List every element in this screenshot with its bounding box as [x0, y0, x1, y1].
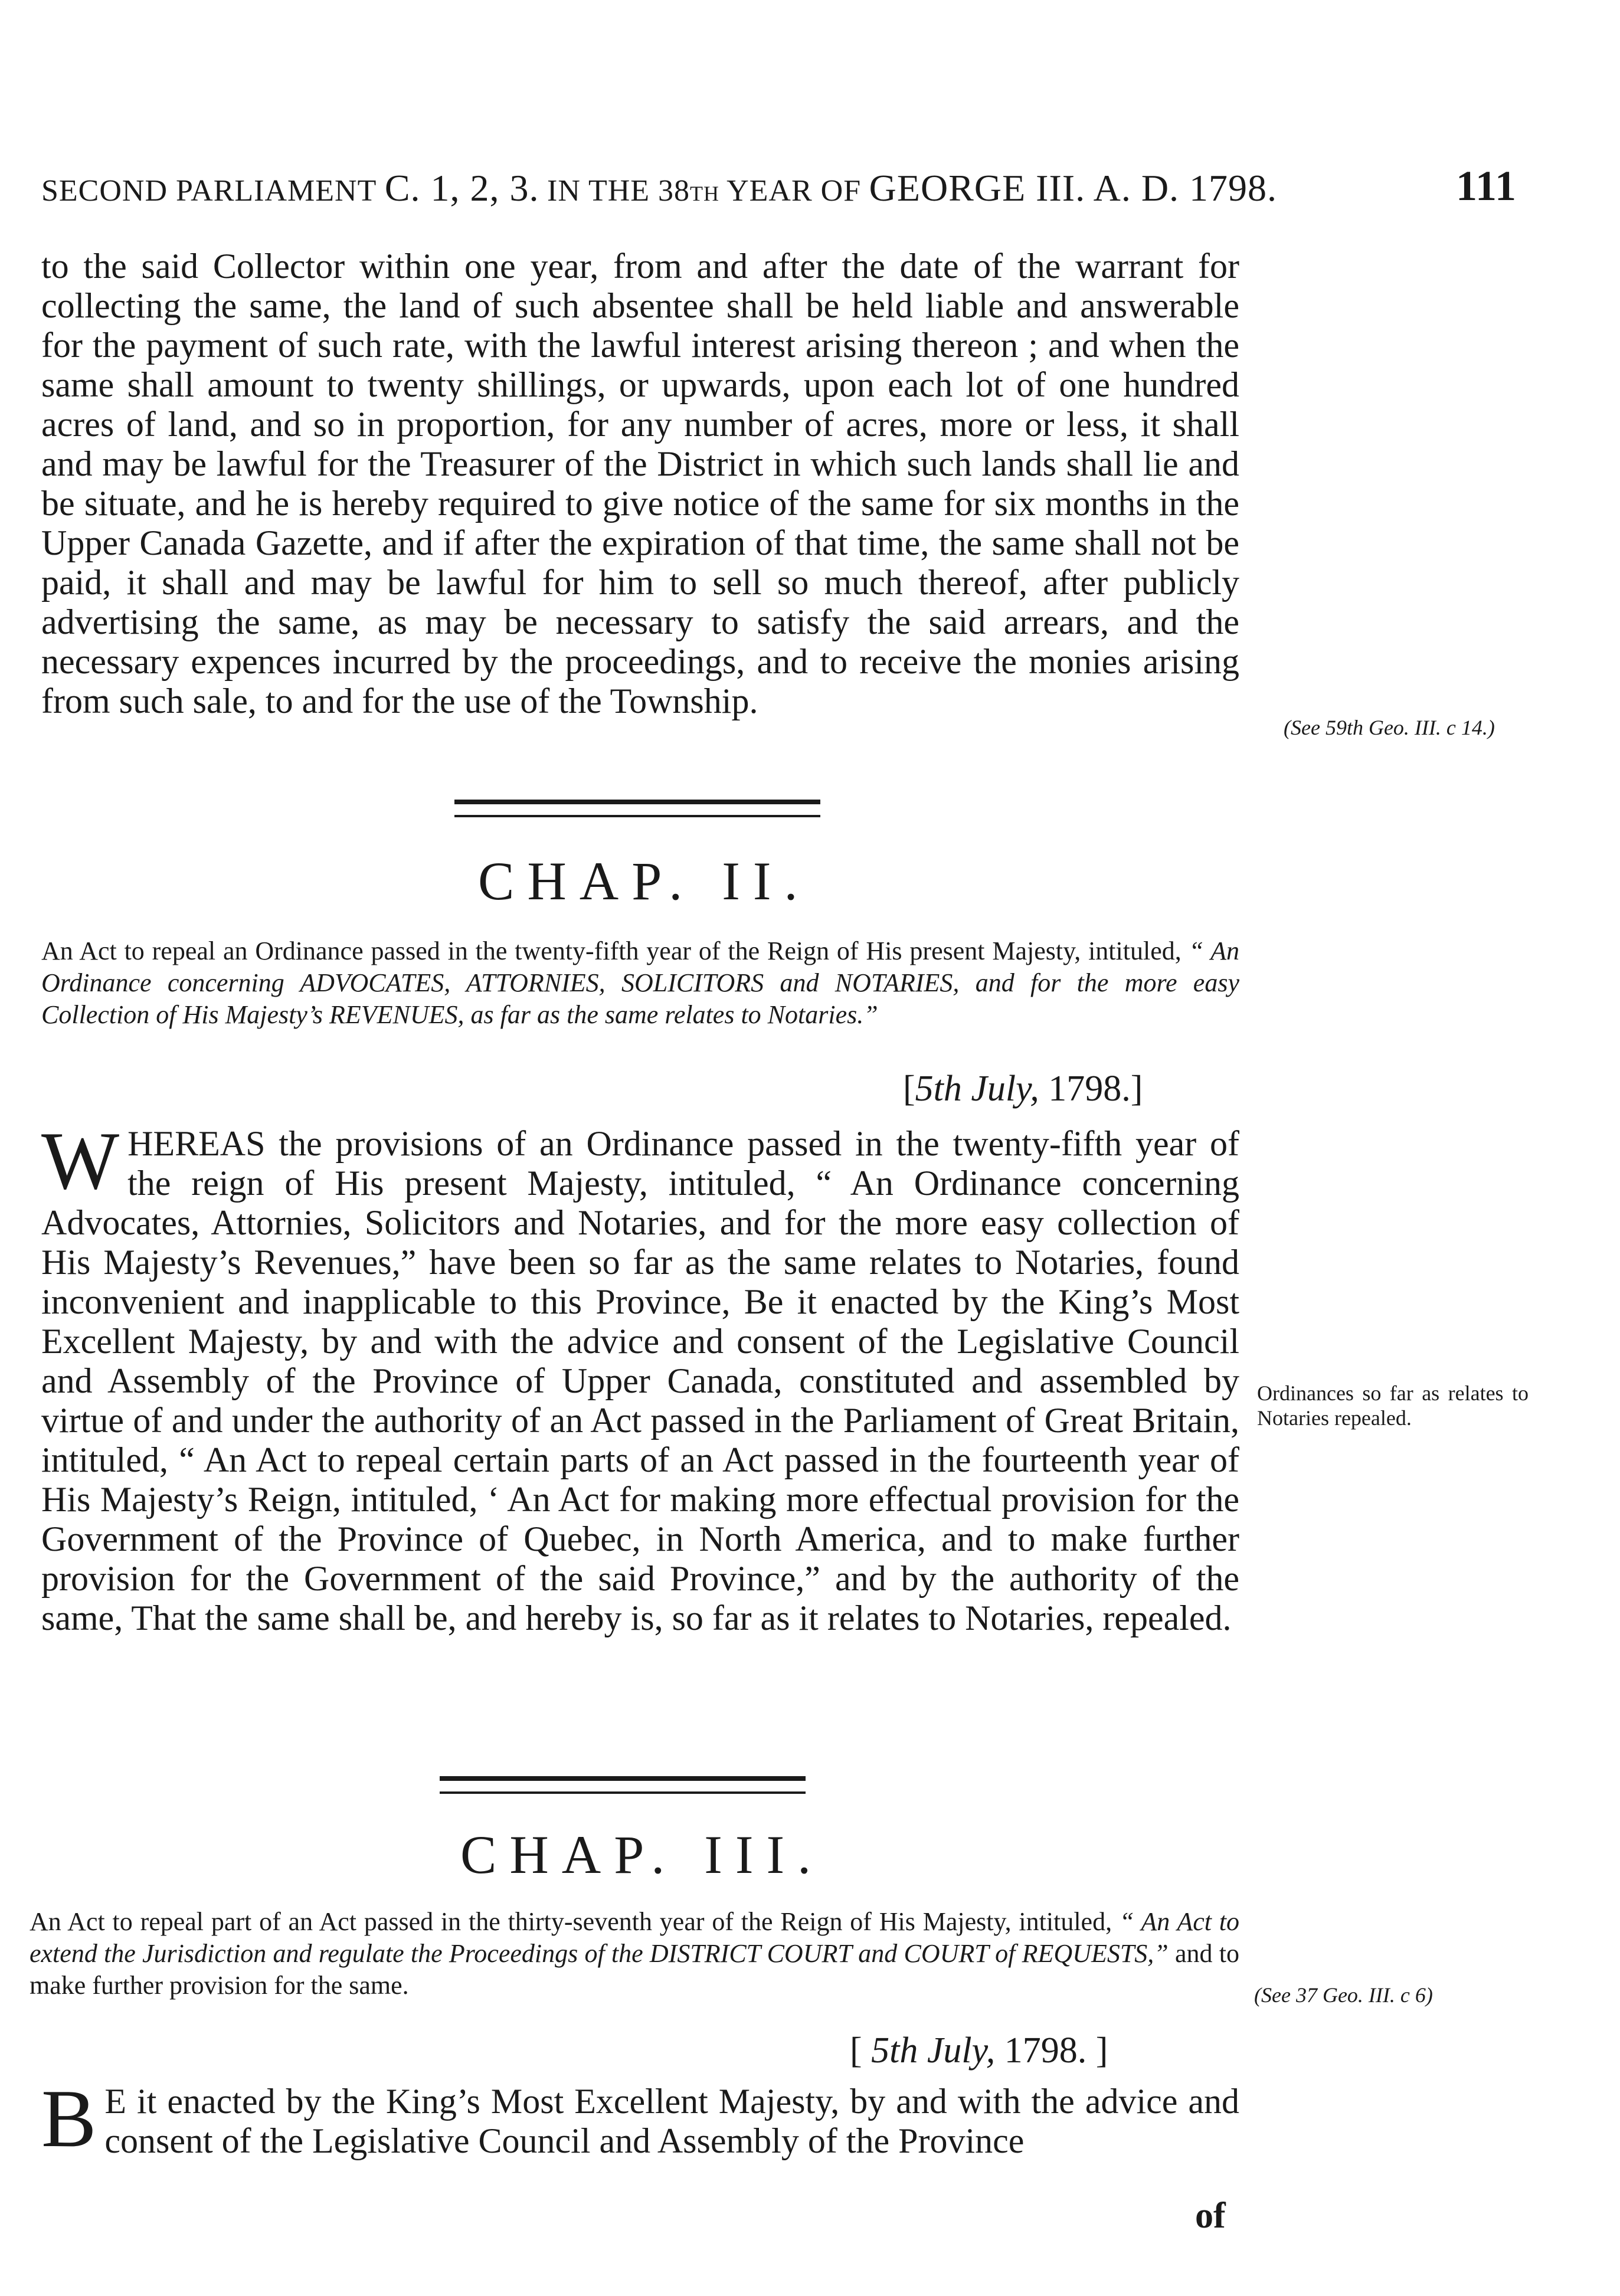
- section-divider: [440, 1776, 806, 1794]
- chapter-3-summary-lead: An Act to repeal part of an Act passed in the thirty-seventh year of the Reign of His Majesty, intituled,: [30, 1907, 1112, 1936]
- chapter-2-body-text: HEREAS the provisions of an Ordinance passed in the twenty-fifth year of the reign of His present Majesty, intituled, “ An Ordinance concerning Advocates, Attornies, Solicitors and Notaries, and for the more easy collection of His Majesty’s Revenues,” have been so far as the same relates to Notaries, found inconvenient and inapplicable to this Province, Be it enacted by the King’s Most Excellent Majesty, by and with the advice and consent of the Legislative Council and Assembly of the Province of Upper Canada, constituted and assembled by virtue of and under the authority of an Act passed in the Parliament of Great Britain, intituled, “ An Act to repeal certain parts of an Act passed in the fourteenth year of His Majesty’s Reign, intituled, ‘ An Act for making more effectual provision for the Government of the Province of Quebec, in North America, and to make further provision for the Government of the said Province,” and by the authority of the same, That the same shall be, and hereby is, so far as it relates to Notaries, repealed.: [41, 1124, 1239, 1637]
- chapter-3-summary: [30, 1906, 1239, 2002]
- chapter-3-summary-tail: and to make further provision for the same.: [30, 1939, 1239, 2000]
- chapter-3-date-year: 1798.: [1004, 2030, 1087, 2071]
- header-king: GEORGE III.: [869, 167, 1086, 209]
- sidenote-see-59th-geo: (See 59th Geo. III. c 14.): [1284, 716, 1495, 739]
- header-date: A. D. 1798.: [1093, 167, 1278, 209]
- chapter-3-date: [ 5th July, 1798. ]: [850, 2030, 1108, 2071]
- chapter-3-body-text: E it enacted by the King’s Most Excellent Majesty, by and with the advice and consent of the Legislative Council and Assembly of the Province: [104, 2082, 1239, 2160]
- sidenote-see-37-geo: (See 37 Geo. III. c 6): [1254, 1983, 1433, 2007]
- chapter-3-title: CHAP. III.: [460, 1825, 824, 1885]
- section-divider: [454, 800, 820, 817]
- chapter-2-title: CHAP. II.: [478, 851, 811, 911]
- running-header: [41, 162, 1517, 220]
- chapter-2-date-day: 5th July,: [915, 1069, 1039, 1109]
- header-prefix: SECOND PARLIAMENT: [41, 174, 377, 208]
- chapter-2-drop-cap: W: [41, 1115, 120, 1207]
- chapter-2-body: [41, 1115, 1239, 1638]
- chapter-2-summary-italic: “ An Ordinance concerning ADVOCATES, ATTORNIES, SOLICITORS and NOTARIES, and for the more easy Collection of His Majesty’s REVENUES, as far as the same relates to Notaries.”: [41, 936, 1239, 1029]
- chapter-2-date: [5th July, 1798.]: [903, 1069, 1143, 1109]
- header-chapters: C. 1, 2, 3.: [384, 167, 539, 209]
- header-year-phrase: IN THE 38th YEAR OF: [547, 174, 862, 208]
- chapter-2-summary: [41, 935, 1239, 1031]
- page-number: 111: [1455, 162, 1517, 209]
- chapter-3-summary-italic: “ An Act to extend the Jurisdiction and regulate the Proceedings of the DISTRICT COURT and COURT of REQUESTS,”: [30, 1907, 1240, 1968]
- continued-paragraph: to the said Collector within one year, from and after the date of the warrant for collecting the same, the land of such absentee shall be held liable and answerable for the payment of such rate, with the lawful interest arising thereon ; and when the same shall amount to twenty shillings, or upwards, upon each lot of one hundred acres of land, and so in proportion, for any number of acres, more or less, it shall and may be lawful for the Treasurer of the District in which such lands shall lie and be situate, and he is hereby required to give notice of the same for six months in the Upper Canada Gazette, and if after the expiration of that time, the same shall not be paid, it shall and may be lawful for him to sell so much thereof, after publicly advertising the same, as may be necessary to satisfy the said arrears, and the necessary expences incurred by the proceedings, and to receive the monies arising from such sale, to and for the use of the Township.: [41, 247, 1239, 720]
- catchword: of: [1195, 2196, 1226, 2236]
- chapter-2-date-year: 1798.: [1048, 1069, 1131, 1109]
- chapter-3-date-day: 5th July,: [871, 2030, 996, 2071]
- sidenote-notaries-repealed: Ordinances so far as relates to Notaries repealed.: [1257, 1381, 1529, 1430]
- chapter-3-body: [41, 2073, 1239, 2164]
- chapter-3-drop-cap: B: [41, 2073, 97, 2164]
- chapter-2-summary-lead: An Act to repeal an Ordinance passed in the twenty-fifth year of the Reign of His present Majesty, intituled,: [41, 936, 1182, 965]
